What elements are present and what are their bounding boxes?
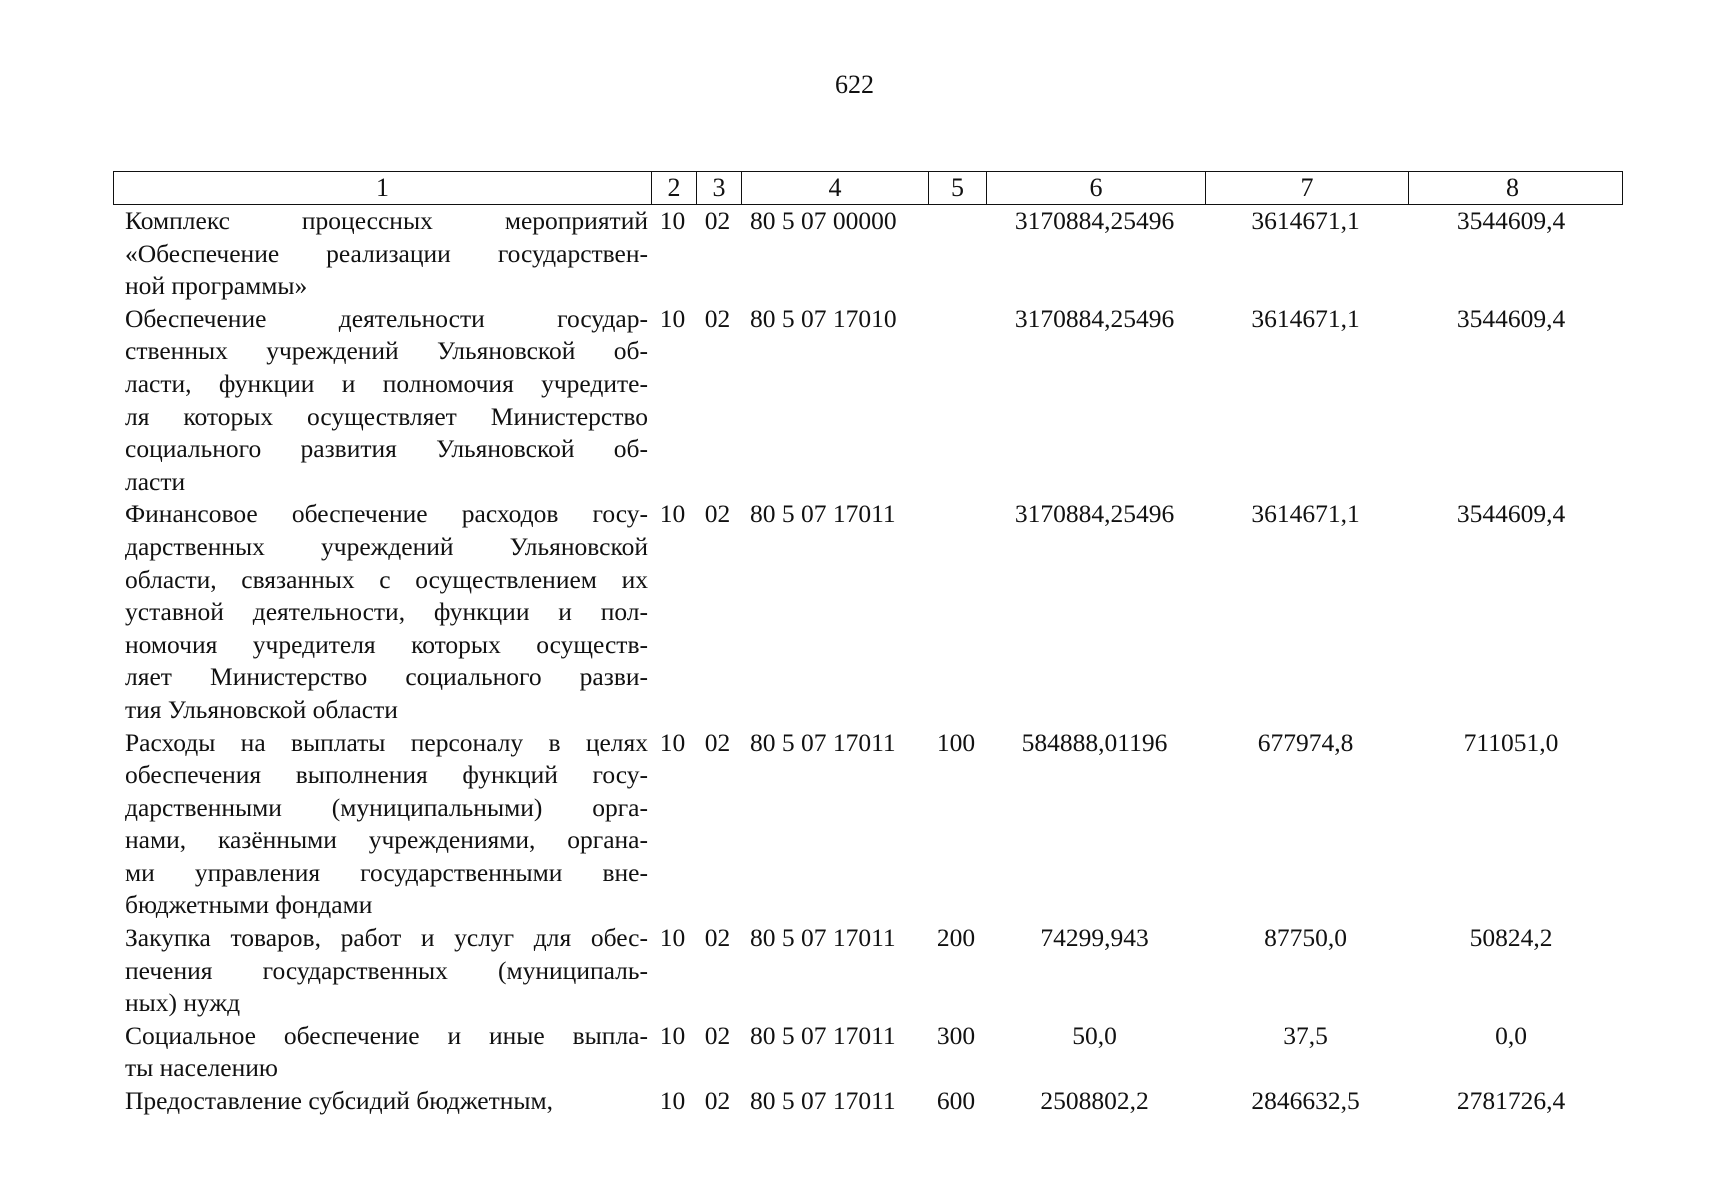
cell-c8: 50824,2	[1469, 923, 1553, 953]
row-name-line: дарственными (муниципальными) орга-	[125, 792, 648, 822]
cell-c2: 10	[659, 923, 686, 953]
row-name-line: Социальное обеспечение и иные выпла-	[125, 1020, 648, 1050]
cell-c6: 3170884,25496	[1014, 499, 1175, 529]
row-name-line: ми управления государственными вне-	[125, 857, 648, 887]
row-name-line: ласти	[125, 466, 186, 496]
row-name	[113, 498, 650, 726]
table-row	[113, 303, 1623, 499]
cell-c2: 10	[659, 206, 686, 235]
cell-c7: 677974,8	[1257, 727, 1354, 757]
cell-c4: 80 5 07 17010	[750, 303, 897, 333]
row-name-line: ласти, функции и полномочия учредите-	[125, 368, 648, 398]
cell-c3: 02	[704, 1086, 731, 1116]
cell-c3: 02	[704, 1020, 731, 1050]
cell-c2: 10	[659, 303, 686, 333]
row-name-line: социального развития Ульяновской об-	[125, 434, 648, 464]
row-name-line: дарственных учреждений Ульяновской	[125, 531, 648, 561]
row-name-line: Финансовое обеспечение расходов госу-	[125, 499, 648, 529]
table-row	[113, 1020, 1623, 1085]
row-name-line: номочия учредителя которых осуществ-	[125, 629, 648, 659]
row-name-line: обеспечения выполнения функций госу-	[125, 760, 648, 790]
cell-c4: 80 5 07 17011	[750, 923, 896, 953]
row-name-line: Обеспечение деятельности государ-	[125, 303, 648, 333]
cell-c7: 3614671,1	[1251, 499, 1360, 529]
cell-c4: 80 5 07 17011	[750, 1086, 896, 1116]
cell-c2: 10	[659, 1020, 686, 1050]
cell-c5: 300	[936, 1020, 976, 1050]
header-col-3: 3	[696, 172, 741, 204]
cell-c5	[927, 205, 985, 303]
row-name-line: ляет Министерство социального разви-	[125, 662, 648, 692]
cell-c3: 02	[704, 727, 731, 757]
row-name-line: бюджетными фондами	[125, 890, 373, 920]
table-row	[113, 1085, 1623, 1118]
cell-c5	[927, 498, 985, 726]
cell-c6: 3170884,25496	[1014, 206, 1175, 235]
cell-c4: 80 5 07 17011	[750, 1020, 896, 1050]
row-name-line: ственных учреждений Ульяновской об-	[125, 336, 648, 366]
row-name-line: ты населению	[125, 1053, 278, 1083]
table-body	[113, 205, 1623, 1118]
row-name-line: ной программы»	[125, 271, 308, 301]
cell-c4: 80 5 07 00000	[750, 206, 897, 235]
cell-c6: 3170884,25496	[1014, 303, 1175, 333]
cell-c6: 584888,01196	[1021, 727, 1168, 757]
table-row	[113, 498, 1623, 726]
row-name-line: области, связанных с осуществлением их	[125, 564, 648, 594]
header-col-4: 4	[741, 172, 928, 204]
cell-c6: 74299,943	[1040, 923, 1149, 953]
row-name	[113, 1085, 650, 1118]
row-name-line: Закупка товаров, работ и услуг для обес-	[125, 923, 648, 953]
cell-c6: 2508802,2	[1040, 1086, 1149, 1116]
header-col-8: 8	[1408, 172, 1616, 204]
row-name-line: Комплекс процессных мероприятий	[125, 206, 648, 235]
cell-c8: 2781726,4	[1456, 1086, 1566, 1116]
table-row	[113, 922, 1623, 1020]
cell-c3: 02	[704, 206, 731, 235]
cell-c2: 10	[659, 499, 686, 529]
row-name	[113, 205, 650, 303]
cell-c7: 3614671,1	[1251, 206, 1360, 235]
cell-c2: 10	[659, 727, 686, 757]
cell-c8: 711051,0	[1463, 727, 1559, 757]
table-header-row	[113, 171, 1623, 205]
cell-c6: 50,0	[1072, 1020, 1117, 1050]
table-row	[113, 727, 1623, 923]
cell-c7: 87750,0	[1264, 923, 1347, 953]
header-col-5: 5	[928, 172, 986, 204]
header-col-1: 1	[376, 173, 389, 202]
cell-c4: 80 5 07 17011	[750, 727, 896, 757]
row-name	[113, 922, 650, 1020]
header-col-2: 2	[651, 172, 696, 204]
cell-c7: 37,5	[1283, 1020, 1328, 1050]
cell-c5: 200	[936, 923, 976, 953]
row-name	[113, 1020, 650, 1085]
row-name	[113, 303, 650, 499]
cell-c7: 3614671,1	[1251, 303, 1360, 333]
cell-c5: 100	[936, 727, 976, 757]
row-name-line: тия Ульяновской области	[125, 694, 398, 724]
cell-c5	[927, 303, 985, 499]
header-col-6: 6	[986, 172, 1205, 204]
row-name-line: уставной деятельности, функции и пол-	[125, 597, 648, 627]
table-row	[113, 205, 1623, 303]
budget-table	[113, 171, 1623, 1118]
cell-c3: 02	[704, 923, 731, 953]
cell-c8: 3544609,4	[1456, 499, 1566, 529]
cell-c8: 3544609,4	[1456, 206, 1566, 235]
cell-c8: 3544609,4	[1456, 303, 1566, 333]
row-name-line: печения государственных (муниципаль-	[125, 955, 648, 985]
row-name-line: «Обеспечение реализации государствен-	[125, 238, 648, 268]
row-name-line: ля которых осуществляет Министерство	[125, 401, 648, 431]
cell-c8: 0,0	[1495, 1020, 1527, 1050]
header-col-7: 7	[1205, 172, 1408, 204]
cell-c5: 600	[936, 1086, 976, 1116]
cell-c3: 02	[704, 303, 731, 333]
row-name	[113, 727, 650, 923]
row-name-line: ных) нужд	[125, 988, 241, 1018]
row-name-line: Расходы на выплаты персоналу в целях	[125, 727, 648, 757]
row-name-line: нами, казёнными учреждениями, органа-	[125, 825, 648, 855]
page-number: 622	[835, 70, 874, 99]
cell-c2: 10	[659, 1086, 686, 1116]
cell-c7: 2846632,5	[1251, 1086, 1360, 1116]
cell-c4: 80 5 07 17011	[750, 499, 896, 529]
row-name-line: Предоставление субсидий бюджетным,	[125, 1086, 554, 1116]
cell-c3: 02	[704, 499, 731, 529]
